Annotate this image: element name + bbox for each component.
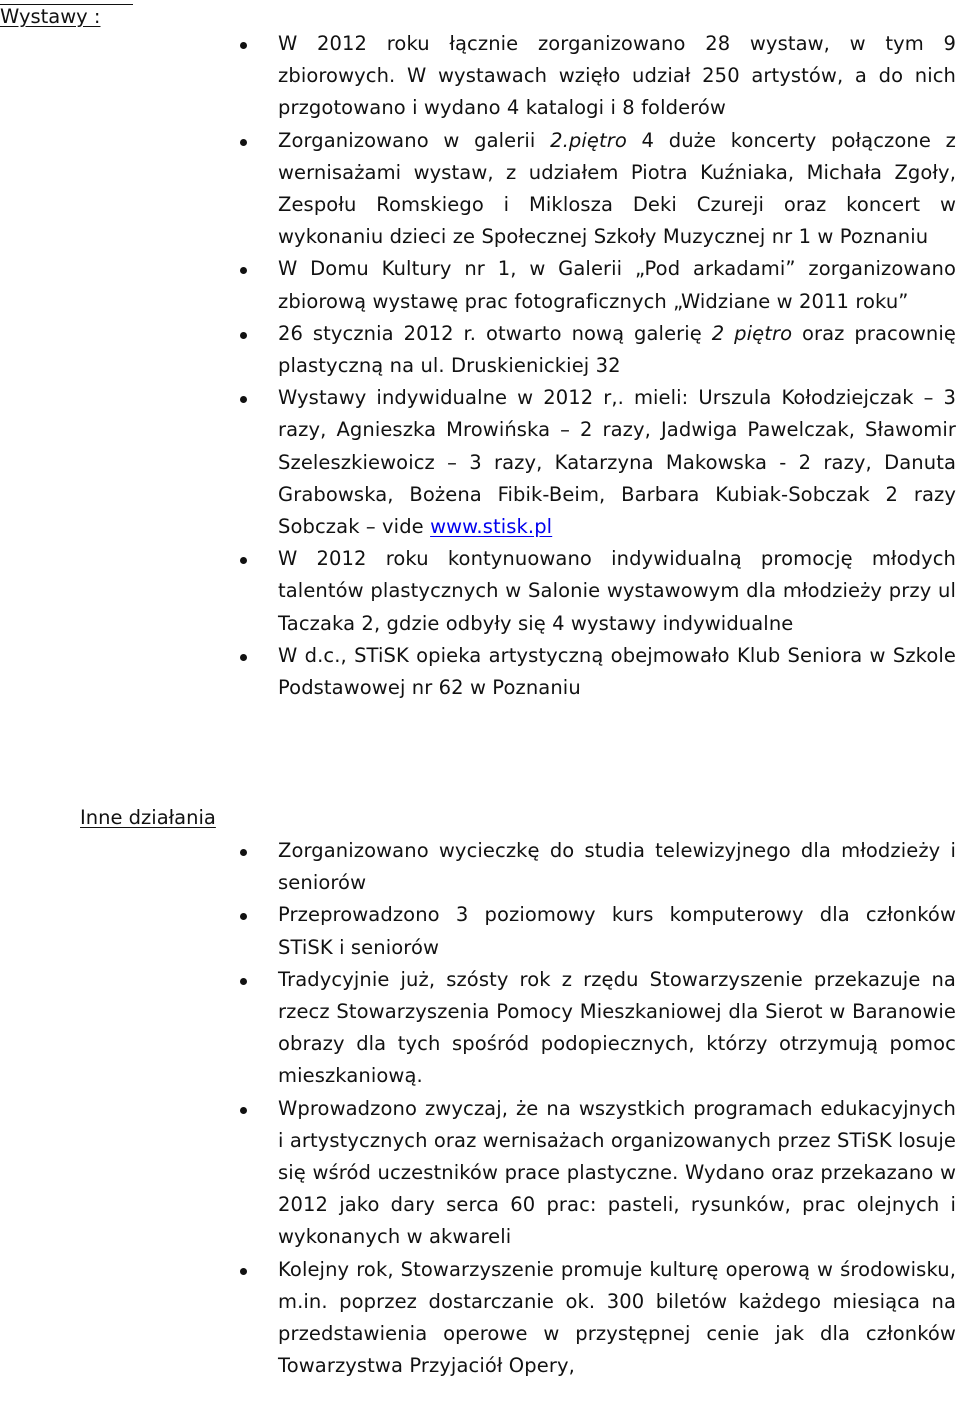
list-item-text: Wystawy indywidualne w 2012 r,. mieli: Urszula Kołodziejczak – 3 razy, Agnieszka Mrowińska – 2 razy, Jadwiga Pawelczak, Sławomir Szeleszkiewoicz – 3 razy, Katarzyna Makowska - 2 razy, Danuta Grabowska, Bożena Fibik-Beim, Barbara Kubiak-Sobczak 2 razy Sobczak – vide	[278, 386, 956, 539]
bullet-icon	[240, 1107, 247, 1114]
list-item	[0, 318, 960, 382]
list-item	[0, 899, 960, 963]
section-label-wystawy-text: Wystawy :	[0, 5, 101, 28]
inne-dzialania-list	[0, 835, 960, 1382]
gallery-name-italic: 2.piętro	[550, 128, 627, 152]
bullet-icon	[240, 557, 247, 564]
bullet-icon	[240, 396, 247, 403]
list-item	[0, 835, 960, 899]
list-item	[0, 28, 960, 125]
stisk-website-link[interactable]: www.stisk.pl	[430, 515, 553, 539]
list-item-text: Wprowadzono zwyczaj, że na wszystkich programach edukacyjnych i artystycznych oraz wernisażach organizowanych przez STiSK losuje się wśród uczestników prace plastyczne. Wydano oraz przekazano w 2012 jako dary serca 60 prac: pasteli, rysunków, prac olejnych i wykonanych w akwareli	[278, 1096, 956, 1249]
bullet-icon	[240, 654, 247, 661]
list-item-text: Kolejny rok, Stowarzyszenie promuje kulturę operową w środowisku, m.in. poprzez dostarczanie ok. 300 biletów każdego miesiąca na przedstawienia operowe w przystępnej cenie jak dla członków Towarzystwa Przyjaciół Opery,	[278, 1257, 956, 1378]
bullet-icon	[240, 139, 247, 146]
bullet-icon	[240, 1268, 247, 1275]
list-item	[0, 543, 960, 640]
bullet-icon	[240, 913, 247, 920]
list-item-text: Zorganizowano wycieczkę do studia telewizyjnego dla młodzieży i seniorów	[278, 839, 956, 895]
list-item	[0, 640, 960, 704]
section-label-inne-dzialania	[80, 808, 216, 828]
list-item-text: Przeprowadzono 3 poziomowy kurs komputerowy dla członków STiSK i seniorów	[278, 903, 956, 959]
bullet-icon	[240, 849, 247, 856]
list-item	[0, 125, 960, 254]
list-item-text: W 2012 roku łącznie zorganizowano 28 wystaw, w tym 9 zbiorowych. W wystawach wzięło udział 250 artystów, a do nich przgotowano i wydano 4 katalogi i 8 folderów	[278, 32, 956, 120]
list-item-text: Tradycyjnie już, szósty rok z rzędu Stowarzyszenie przekazuje na rzecz Stowarzyszenia Pomocy Mieszkaniowej dla Sierot w Baranowie obrazy dla tych spośród podopiecznych, którzy otrzymują pomoc mieszkaniową.	[278, 967, 956, 1088]
list-item-text: 26 stycznia 2012 r. otwarto nową galerię	[278, 321, 712, 345]
list-item-text: Zorganizowano w galerii	[278, 128, 551, 152]
list-item-text: W Domu Kultury nr 1, w Galerii „Pod arkadami” zorganizowano zbiorową wystawę prac fotograficznych „Widziane w 2011 roku”	[278, 257, 956, 313]
list-item-text: W 2012 roku kontynuowano indywidualną promocję młodych talentów plastycznych w Salonie wystawowym dla młodzieży przy ul Taczaka 2, gdzie odbyły się 4 wystawy indywidualne	[278, 547, 956, 635]
list-item	[0, 1093, 960, 1254]
section-label-inne-text: Inne działania	[80, 806, 216, 829]
list-item-text: oraz pracownię plastyczną na ul. Druskienickiej 32	[278, 321, 957, 378]
bullet-icon	[240, 978, 247, 985]
list-item	[0, 382, 960, 543]
gallery-name-italic: 2 piętro	[711, 321, 793, 345]
list-item	[0, 1254, 960, 1383]
bullet-icon	[240, 267, 247, 274]
list-item	[0, 253, 960, 317]
list-item	[0, 964, 960, 1093]
wystawy-list	[0, 28, 960, 704]
bullet-icon	[240, 42, 247, 49]
list-item-text: 4 duże koncerty połączone z wernisażami wystaw, z udziałem Piotra Kuźniaka, Michała Zgoły, Zespołu Romskiego i Miklosza Deki Czureji oraz koncert w wykonaniu dzieci ze Społecznej Szkoły Muzycznej nr 1 w Poznaniu	[278, 128, 956, 249]
bullet-icon	[240, 332, 247, 339]
section-label-wystawy	[0, 4, 133, 27]
list-item-text: W d.c., STiSK opieka artystyczną obejmowało Klub Seniora w Szkole Podstawowej nr 62 w Poznaniu	[278, 643, 956, 700]
